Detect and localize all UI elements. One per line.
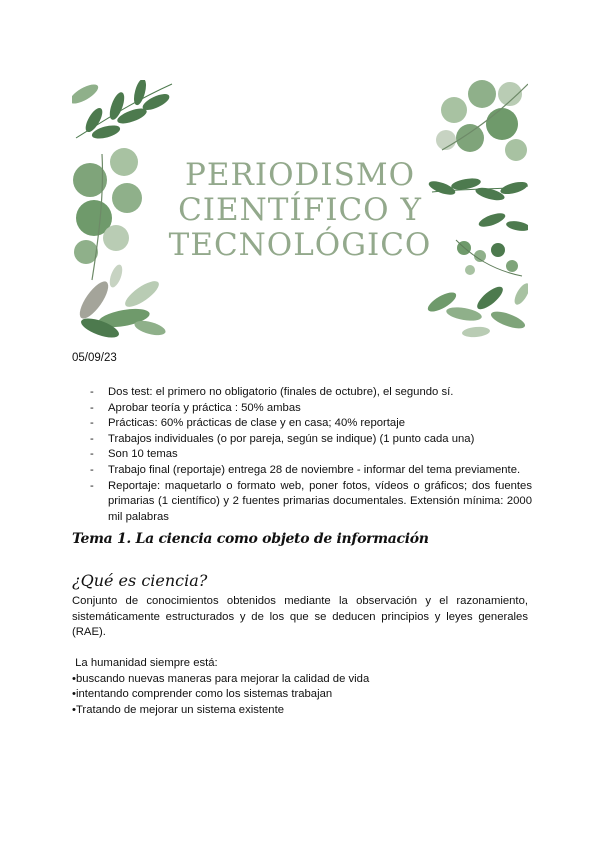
definition-paragraph: Conjunto de conocimientos obtenidos mediante la observación y el razonamiento, sistemáticamente estructurados y de los que se deducen principios y leyes generales (RAE). [72, 595, 528, 639]
list-item [72, 385, 532, 401]
list-item-text: Son 10 temas [108, 448, 178, 461]
date-label: 05/09/23 [72, 352, 117, 364]
list-item [72, 463, 532, 479]
list-dash: - [90, 463, 94, 476]
list-item [72, 447, 532, 463]
list-dash: - [90, 479, 94, 492]
humanity-intro: La humanidad siempre está: [72, 657, 218, 669]
humanity-item: •intentando comprender como los sistemas trabajan [72, 688, 333, 701]
course-notes-list [72, 385, 532, 525]
list-dash: - [90, 448, 94, 461]
list-item-text: Trabajos individuales (o por pareja, según se indique) (1 punto cada una) [108, 432, 475, 445]
list-dash: - [90, 401, 94, 414]
list-item [72, 401, 532, 417]
title-line-3: TECNOLÓGICO [168, 226, 432, 263]
list-item-text: Dos test: el primero no obligatorio (finales de octubre), el segundo sí. [108, 386, 454, 398]
humanity-item: •Tratando de mejorar un sistema existente [72, 703, 285, 716]
list-item-text: Aprobar teoría y práctica : 50% ambas [108, 401, 301, 414]
list-item [72, 416, 532, 432]
humanity-item: •buscando nuevas maneras para mejorar la calidad de vida [72, 672, 370, 685]
title-line-2: CIENTÍFICO Y [178, 191, 422, 228]
list-dash: - [90, 432, 94, 445]
list-item-text: Trabajo final (reportaje) entrega 28 de noviembre - informar del tema previamente. [108, 463, 521, 476]
list-item-text: Prácticas: 60% prácticas de clase y en casa; 40% reportaje [108, 417, 406, 430]
subsection-heading: ¿Qué es ciencia? [72, 571, 208, 590]
list-dash: - [90, 386, 94, 398]
banner-title [72, 80, 528, 338]
humanity-list [72, 656, 528, 718]
title-line-1: PERIODISMO [185, 156, 415, 193]
section-heading: Tema 1. La ciencia como objeto de información [72, 531, 429, 547]
list-item [72, 432, 532, 448]
list-item-text: Reportaje: maquetarlo o formato web, poner fotos, vídeos o gráficos; dos fuentes primarias (1 científico) y 2 fuentes primarias documentales. Extensión mínima: 2000 mil palabras [108, 479, 532, 523]
title-banner [72, 80, 528, 338]
list-dash: - [90, 417, 94, 430]
list-item [72, 479, 532, 526]
